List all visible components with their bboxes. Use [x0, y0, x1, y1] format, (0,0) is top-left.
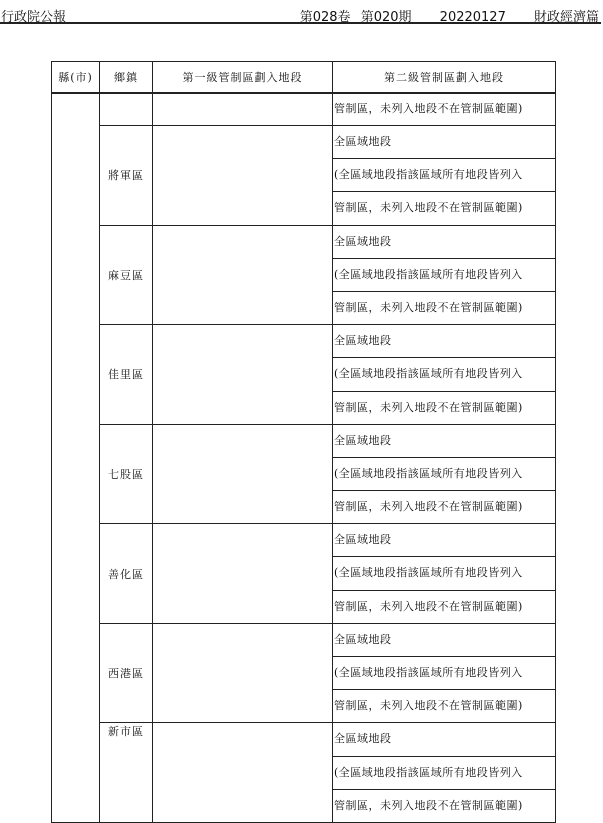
second-level-cell [333, 524, 556, 624]
first-level-cell [153, 723, 333, 823]
second-level-line: 全區域地段 [333, 723, 555, 756]
table-row [52, 126, 556, 226]
second-level-cell [333, 325, 556, 425]
column-header-first-level: 第一級管制區劃入地段 [153, 62, 333, 94]
table-row [52, 524, 556, 624]
table-row [52, 723, 556, 823]
issue-label: 第020期 [360, 10, 412, 25]
second-level-cell [333, 126, 556, 226]
second-level-line: 全區域地段 [333, 425, 555, 458]
column-header-town: 鄉鎮 [100, 62, 153, 94]
second-level-line: (全區域地段指該區域所有地段皆列入 [333, 757, 555, 790]
second-level-line: (全區域地段指該區域所有地段皆列入 [333, 159, 555, 192]
second-level-line: 管制區，未列入地段不在管制區範圍) [334, 400, 523, 414]
second-level-cell [333, 623, 556, 723]
county-cell [52, 93, 100, 822]
town-cell: 善化區 [100, 524, 153, 624]
page-header [0, 0, 601, 24]
second-level-line: (全區域地段指該區域所有地段皆列入 [333, 458, 555, 491]
first-level-cell [153, 225, 333, 325]
first-level-cell [153, 623, 333, 723]
volume-label: 第028卷 [299, 10, 351, 25]
first-level-cell [153, 524, 333, 624]
publication-title: 行政院公報 [1, 10, 67, 25]
second-level-line: 管制區，未列入地段不在管制區範圍) [334, 699, 523, 713]
first-level-cell [153, 325, 333, 425]
second-level-line: (全區域地段指該區域所有地段皆列入 [333, 259, 555, 292]
town-cell: 西港區 [100, 623, 153, 723]
date-label: 20220127 [439, 10, 506, 25]
second-level-line: 全區域地段 [333, 524, 555, 557]
second-level-line: 管制區，未列入地段不在管制區範圍) [334, 798, 523, 812]
town-cell: 新市區 [100, 723, 153, 823]
control-zone-table [51, 61, 556, 823]
second-level-cell [333, 723, 556, 823]
second-level-line: 管制區，未列入地段不在管制區範圍) [334, 201, 523, 215]
second-level-line: (全區域地段指該區域所有地段皆列入 [333, 358, 555, 391]
first-level-cell [153, 93, 333, 126]
table-row [52, 623, 556, 723]
table-header-row [52, 62, 556, 94]
second-level-cell [333, 93, 556, 126]
issue-info [300, 6, 599, 25]
table-row-continuation [52, 93, 556, 126]
town-cell-empty [100, 93, 153, 126]
column-header-county: 縣(市) [52, 62, 100, 94]
second-level-line: 全區域地段 [333, 624, 555, 657]
second-level-line: 全區域地段 [333, 325, 555, 358]
second-level-line: 全區域地段 [333, 226, 555, 259]
town-cell: 麻豆區 [100, 225, 153, 325]
town-cell: 七股區 [100, 424, 153, 524]
section-label: 財政經濟篇 [533, 10, 599, 25]
first-level-cell [153, 126, 333, 226]
second-level-line: 管制區，未列入地段不在管制區範圍) [334, 599, 523, 613]
second-level-line: 管制區，未列入地段不在管制區範圍) [334, 300, 523, 314]
table-row [52, 225, 556, 325]
second-level-line: 全區域地段 [333, 126, 555, 159]
table-row [52, 325, 556, 425]
second-level-cell [333, 225, 556, 325]
second-level-cell [333, 424, 556, 524]
second-level-line: (全區域地段指該區域所有地段皆列入 [333, 557, 555, 590]
second-level-text: 管制區，未列入地段不在管制區範圍) [334, 102, 523, 115]
first-level-cell [153, 424, 333, 524]
column-header-second-level: 第二級管制區劃入地段 [333, 62, 556, 94]
table-row [52, 424, 556, 524]
second-level-line: 管制區，未列入地段不在管制區範圍) [334, 500, 523, 514]
second-level-line: (全區域地段指該區域所有地段皆列入 [333, 657, 555, 690]
town-cell: 佳里區 [100, 325, 153, 425]
town-cell: 將軍區 [100, 126, 153, 226]
